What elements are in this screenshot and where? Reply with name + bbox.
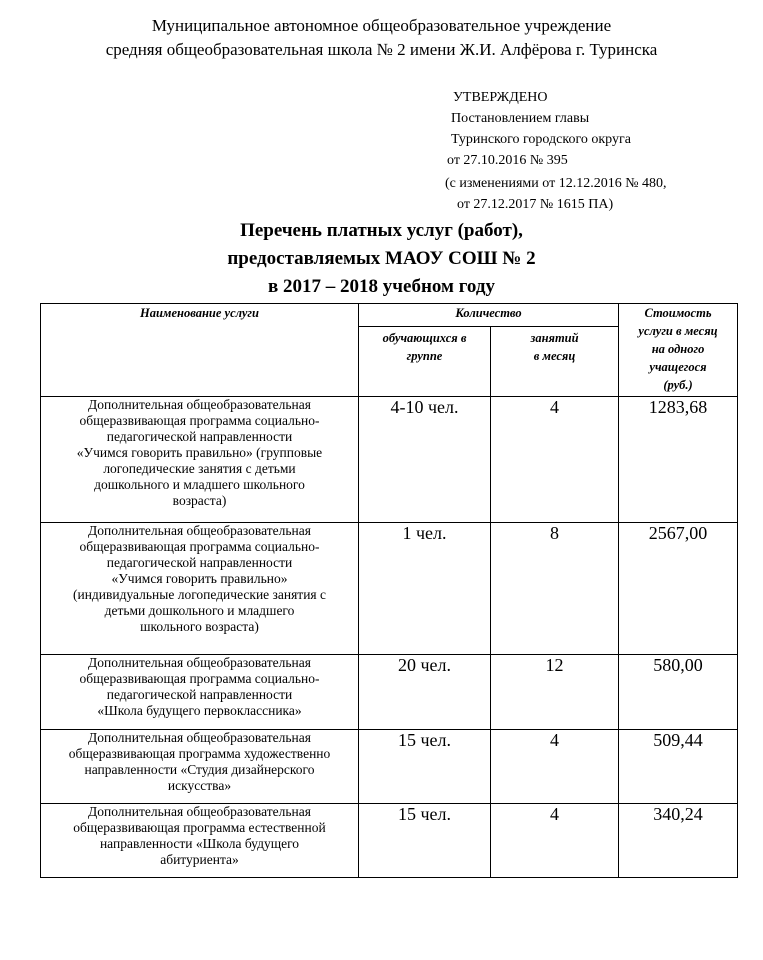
service-name-line: Дополнительная общеобразовательная — [88, 523, 311, 538]
service-name-line: педагогической направленности — [106, 555, 293, 570]
service-name-line: педагогической направленности — [106, 429, 293, 444]
cost-value: 1283,68 — [619, 397, 738, 523]
service-name-line: дошкольного и младшего школьного — [94, 477, 305, 492]
document-title-line2: предоставляемых МАОУ СОШ № 2 — [227, 248, 536, 269]
header-students-text: группе — [406, 349, 443, 363]
cost-value: 580,00 — [619, 655, 738, 730]
service-name-line: общеразвивающая программа социально- — [79, 413, 320, 428]
header-lessons-per-month — [491, 327, 619, 397]
header-lessons-text: в месяц — [533, 349, 576, 363]
service-name-line: направленности «Студия дизайнерского — [84, 762, 315, 777]
table-row — [41, 730, 738, 804]
lessons-count: 12 — [491, 655, 619, 730]
service-name-line: общеразвивающая программа социально- — [79, 539, 320, 554]
service-name-line: общеразвивающая программа естественной — [73, 820, 326, 835]
service-name-line: общеразвивающая программа социально- — [79, 671, 320, 686]
approval-line: от 27.12.2017 № 1615 ПА) — [457, 197, 614, 212]
service-name-line: искусства» — [167, 778, 232, 793]
table-row — [41, 397, 738, 523]
header-service-name: Наименование услуги — [41, 304, 359, 397]
lessons-count: 4 — [491, 804, 619, 878]
document-title-line1: Перечень платных услуг (работ), — [240, 220, 523, 241]
header-cost — [619, 304, 738, 397]
cost-value: 340,24 — [619, 804, 738, 878]
students-count: 15 чел. — [359, 804, 491, 878]
lessons-count: 4 — [491, 397, 619, 523]
service-name — [41, 655, 359, 730]
approval-title: УТВЕРЖДЕНО — [453, 90, 548, 105]
header-students-per-group — [359, 327, 491, 397]
header-students-text: обучающихся в — [382, 331, 467, 345]
service-name-line: логопедические занятия с детьми — [103, 461, 296, 476]
header-quantity: Количество — [359, 304, 619, 327]
service-name-line: Дополнительная общеобразовательная — [88, 397, 311, 412]
service-name-line: (индивидуальные логопедические занятия с — [72, 587, 327, 602]
lessons-count: 8 — [491, 523, 619, 655]
approval-line: Постановлением главы — [451, 111, 590, 126]
approval-line: (с изменениями от 12.12.2016 № 480, — [445, 176, 667, 191]
service-name-line: детьми дошкольного и младшего — [104, 603, 295, 618]
service-name-line: Дополнительная общеобразовательная — [88, 730, 311, 745]
organization-name-line2: средняя общеобразовательная школа № 2 имени Ж.И. Алфёрова г. Туринска — [105, 40, 658, 59]
students-count: 20 чел. — [359, 655, 491, 730]
lessons-count: 4 — [491, 730, 619, 804]
service-name-line: «Учимся говорить правильно» (групповые — [76, 445, 323, 460]
table-row — [41, 655, 738, 730]
header-cost-text: на одного — [651, 342, 705, 356]
header-cost-text: учащегося — [649, 360, 707, 374]
header-cost-text: (руб.) — [663, 378, 693, 392]
students-count: 15 чел. — [359, 730, 491, 804]
approval-line: Туринского городского округа — [451, 132, 631, 147]
students-count: 4-10 чел. — [359, 397, 491, 523]
service-name-line: педагогической направленности — [106, 687, 293, 702]
service-name-line: общеразвивающая программа художественно — [68, 746, 331, 761]
cost-value: 509,44 — [619, 730, 738, 804]
approval-line: от 27.10.2016 № 395 — [447, 153, 568, 168]
service-name — [41, 397, 359, 523]
students-count: 1 чел. — [359, 523, 491, 655]
service-name — [41, 730, 359, 804]
service-name — [41, 523, 359, 655]
header-cost-text: услуги в месяц — [638, 324, 718, 338]
service-name-line: возраста) — [172, 493, 227, 508]
service-name — [41, 804, 359, 878]
header-cost-text: Стоимость — [644, 306, 712, 320]
table-row — [41, 523, 738, 655]
service-name-line: Дополнительная общеобразовательная — [88, 804, 311, 819]
service-name-line: абитуриента» — [160, 852, 239, 867]
service-name-line: направленности «Школа будущего — [99, 836, 300, 851]
service-name-line: «Школа будущего первоклассника» — [97, 703, 302, 718]
table-row — [41, 804, 738, 878]
cost-value: 2567,00 — [619, 523, 738, 655]
services-table — [40, 303, 738, 878]
service-name-line: Дополнительная общеобразовательная — [88, 655, 311, 670]
document-title-line3: в 2017 – 2018 учебном году — [268, 276, 495, 297]
organization-name-line1: Муниципальное автономное общеобразовательное учреждение — [151, 16, 612, 35]
service-name-line: школьного возраста) — [140, 619, 259, 634]
header-lessons-text: занятий — [530, 331, 579, 345]
service-name-line: «Учимся говорить правильно» — [111, 571, 288, 586]
